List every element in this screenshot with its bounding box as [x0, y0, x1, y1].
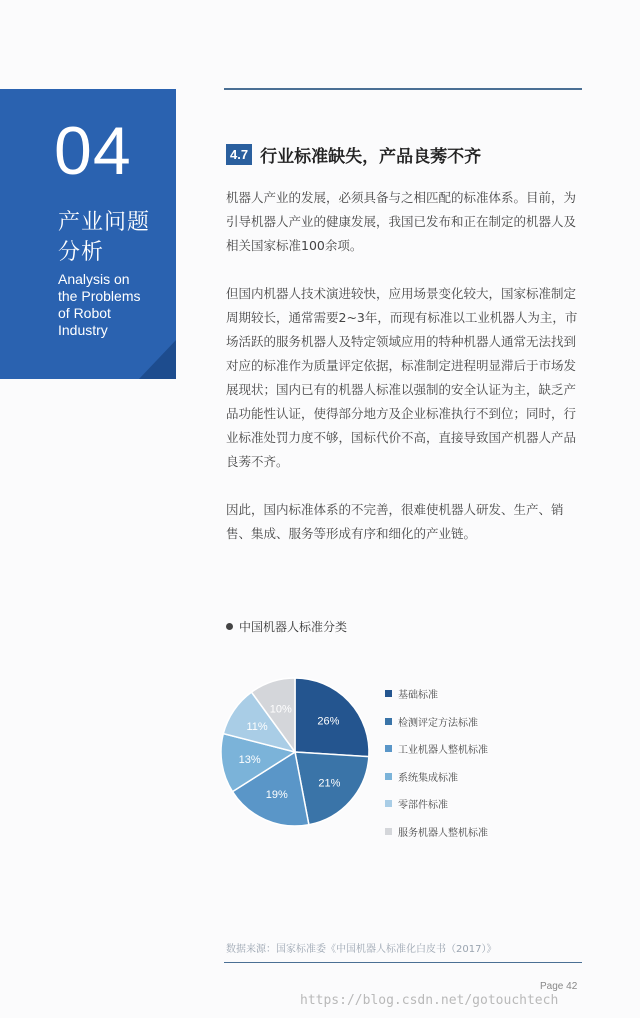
section-heading [226, 142, 481, 167]
chart-title-text: 中国机器人标准分类 [239, 620, 348, 634]
chapter-title-cn [58, 208, 150, 268]
legend-item [385, 735, 488, 763]
watermark-url: https://blog.csdn.net/gotouchtech [300, 993, 559, 1008]
legend-swatch [385, 828, 392, 835]
legend-label: 系统集成标准 [398, 772, 458, 784]
chapter-title-en-line4: Industry [58, 322, 108, 338]
chapter-title-cn-line1: 产业问题 [58, 210, 151, 235]
legend-item [385, 763, 488, 791]
chapter-title-en-line2: the Problems [58, 288, 141, 304]
paragraph-1: 机器人产业的发展，必须具备与之相匹配的标准体系。目前，为引导机器人产业的健康发展，我国已发布和正在制定的机器人及相关国家标准100余项。 [226, 190, 577, 253]
pie-chart [215, 672, 375, 832]
legend-swatch [385, 718, 392, 725]
legend-label: 服务机器人整机标准 [398, 827, 488, 839]
bullet-icon [226, 623, 233, 630]
pie-label-4: 13% [238, 754, 261, 767]
chapter-title-en-line1: Analysis on [58, 271, 130, 287]
legend-swatch [385, 773, 392, 780]
legend-swatch [385, 745, 392, 752]
chapter-number: 04 [54, 113, 132, 189]
pie-label-6: 10% [269, 703, 292, 716]
bottom-divider [224, 962, 582, 963]
legend-swatch [385, 690, 392, 697]
chapter-title-en-line3: of Robot [58, 305, 111, 321]
page-number: Page 42 [540, 981, 578, 992]
chapter-title-cn-line2: 分析 [58, 240, 105, 265]
paragraph-3: 因此，国内标准体系的不完善，很难使机器人研发、生产、销售、集成、服务等形成有序和细化的产业链。 [226, 502, 564, 541]
chapter-title-en [58, 271, 140, 339]
legend-swatch [385, 800, 392, 807]
legend-item [385, 708, 488, 736]
legend-label: 工业机器人整机标准 [398, 745, 488, 757]
top-divider [224, 88, 582, 90]
section-number-badge: 4.7 [226, 144, 252, 165]
pie-label-5: 11% [246, 721, 268, 734]
chart-legend [385, 680, 488, 845]
pie-label-2: 21% [318, 777, 341, 790]
legend-item [385, 680, 488, 708]
pie-label-1: 26% [317, 715, 340, 728]
pie-label-3: 19% [265, 789, 288, 802]
chart-title [226, 618, 347, 635]
legend-label: 基础标准 [398, 690, 438, 702]
legend-label: 检测评定方法标准 [398, 717, 478, 729]
legend-item [385, 790, 488, 818]
section-title: 行业标准缺失，产品良莠不齐 [260, 147, 482, 167]
legend-item [385, 818, 488, 846]
paragraph-2: 但国内机器人技术演进较快，应用场景变化较大，国家标准制定周期较长，通常需要2~3年，而现有标准以工业机器人为主，市场活跃的服务机器人及特定领域应用的特种机器人通常无法找到对应的标准作为质量评定依据，标准制定进程明显滞后于市场发展现状；国内已有的机器人标准以强制的安全认证为主，缺乏产品功能性认证，使得部分地方及企业标准执行不到位；同时，行业标准处罚力度不够，国标代价不高，直接导致国产机器人产品良莠不齐。 [226, 286, 578, 469]
data-source: 数据来源：国家标准委《中国机器人标准化白皮书（2017）》 [226, 944, 497, 955]
legend-label: 零部件标准 [398, 800, 448, 812]
